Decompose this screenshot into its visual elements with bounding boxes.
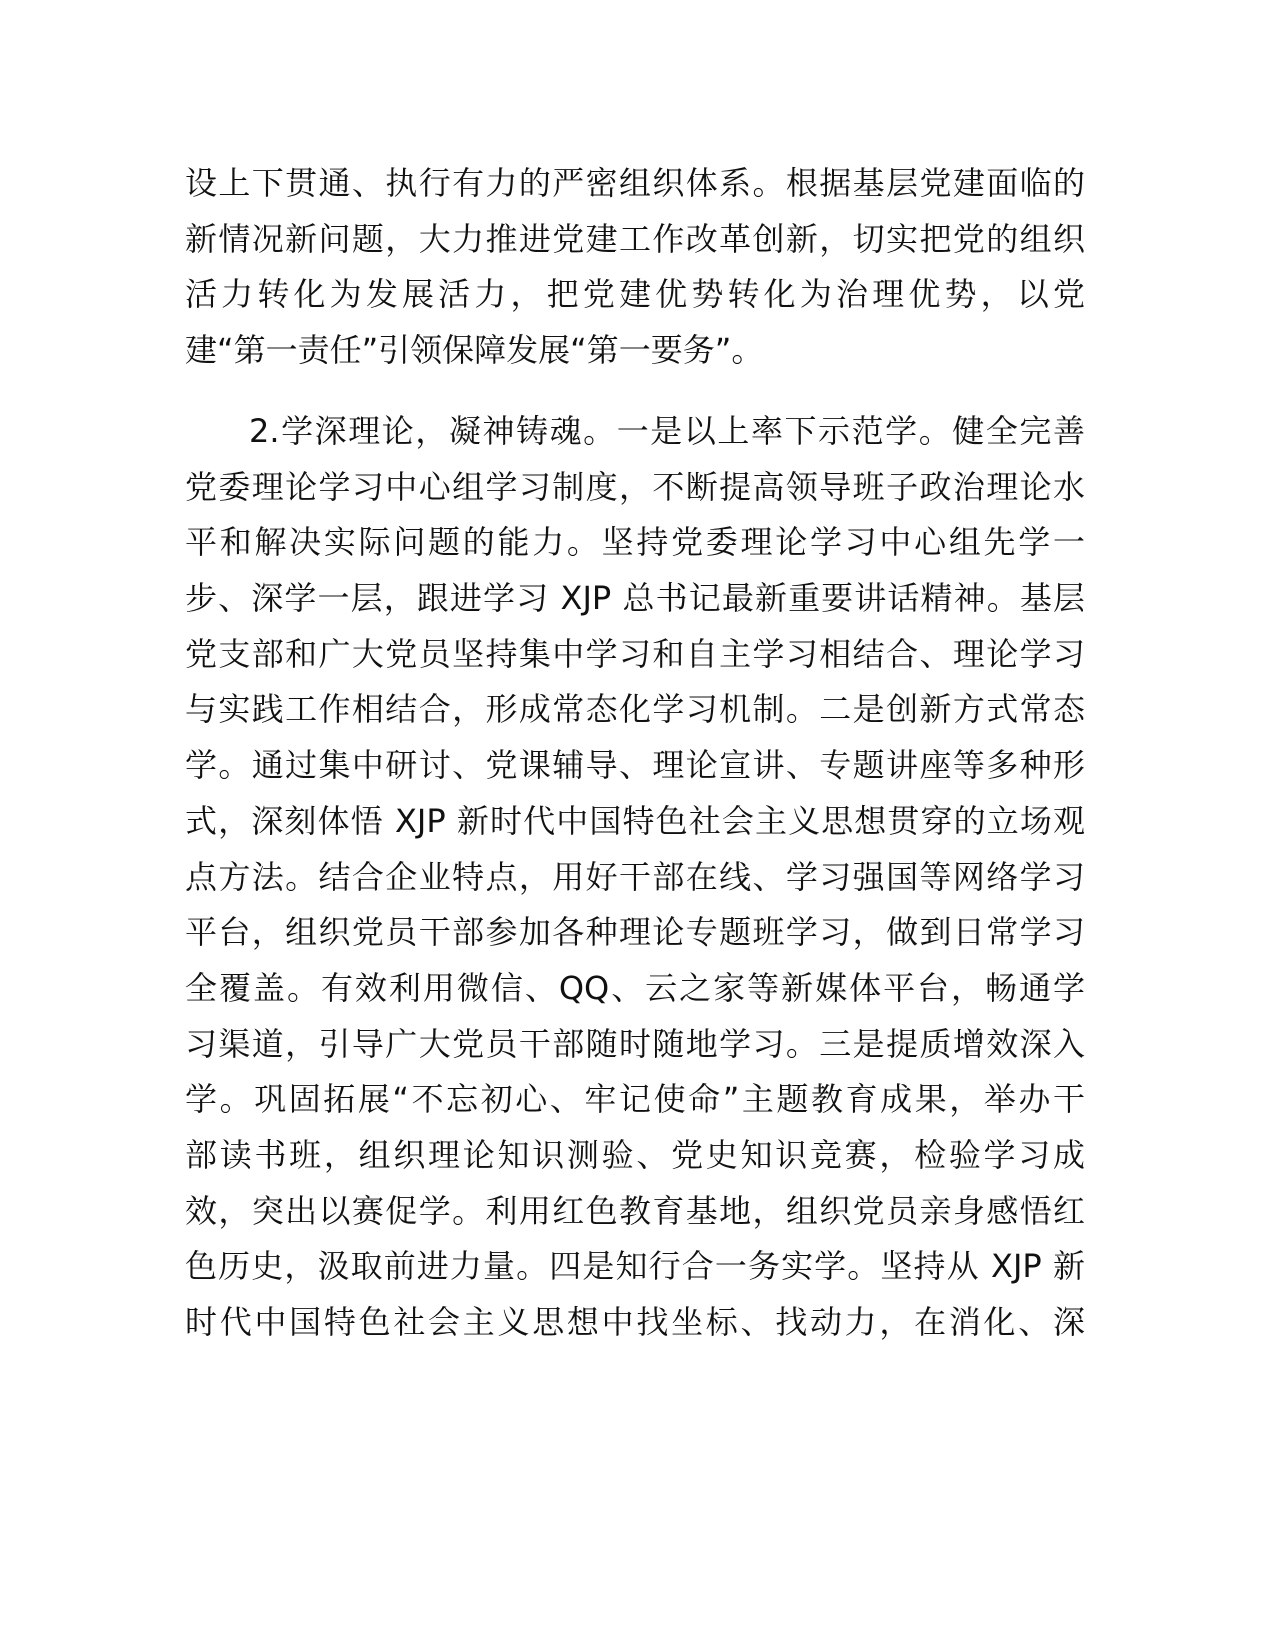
text-line: 时代中国特色社会主义思想中找坐标、找动力，在消化、深: [185, 1303, 1085, 1341]
text-line: 习渠道，引导广大党员干部随时随地学习。三是提质增效深入: [185, 1024, 1085, 1063]
text-line: 平台，组织党员干部参加各种理论专题班学习，做到日常学习: [185, 913, 1085, 952]
text-line: 学。巩固拓展“不忘初心、牢记使命”主题教育成果，举办干: [185, 1080, 1085, 1119]
text-line: 效，突出以赛促学。利用红色教育基地，组织党员亲身感悟红: [185, 1191, 1085, 1230]
text-line: 2.学深理论，凝神铸魂。一是以上率下示范学。健全完善: [249, 412, 1085, 450]
text-line: 点方法。结合企业特点，用好干部在线、学习强国等网络学习: [185, 857, 1085, 896]
paragraph-2: [185, 404, 1085, 1351]
text-line: 步、深学一层，跟进学习 XJP 总书记最新重要讲话精神。基层: [185, 579, 1085, 618]
text-line: 新情况新问题，大力推进党建工作改革创新，切实把党的组织: [185, 219, 1085, 258]
text-line: 式，深刻体悟 XJP 新时代中国特色社会主义思想贯穿的立场观: [185, 801, 1085, 840]
text-line: 设上下贯通、执行有力的严密组织体系。根据基层党建面临的: [185, 164, 1085, 202]
text-line: 学。通过集中研讨、党课辅导、理论宣讲、专题讲座等多种形: [185, 746, 1085, 785]
text-line: 党委理论学习中心组学习制度，不断提高领导班子政治理论水: [185, 467, 1085, 506]
text-line: 平和解决实际问题的能力。坚持党委理论学习中心组先学一: [185, 523, 1085, 562]
text-line: 与实践工作相结合，形成常态化学习机制。二是创新方式常态: [185, 690, 1085, 729]
text-line: 党支部和广大党员坚持集中学习和自主学习相结合、理论学习: [185, 634, 1085, 673]
text-line: 部读书班，组织理论知识测验、党史知识竞赛，检验学习成: [185, 1135, 1085, 1174]
text-line: 色历史，汲取前进力量。四是知行合一务实学。坚持从 XJP 新: [185, 1247, 1085, 1286]
text-line: 全覆盖。有效利用微信、QQ、云之家等新媒体平台，畅通学: [185, 968, 1085, 1007]
paragraph-1: [185, 156, 1085, 379]
text-line: 活力转化为发展活力，把党建优势转化为治理优势，以党: [185, 275, 1085, 314]
text-line: 建“第一责任”引领保障发展“第一要务”。: [185, 331, 764, 370]
